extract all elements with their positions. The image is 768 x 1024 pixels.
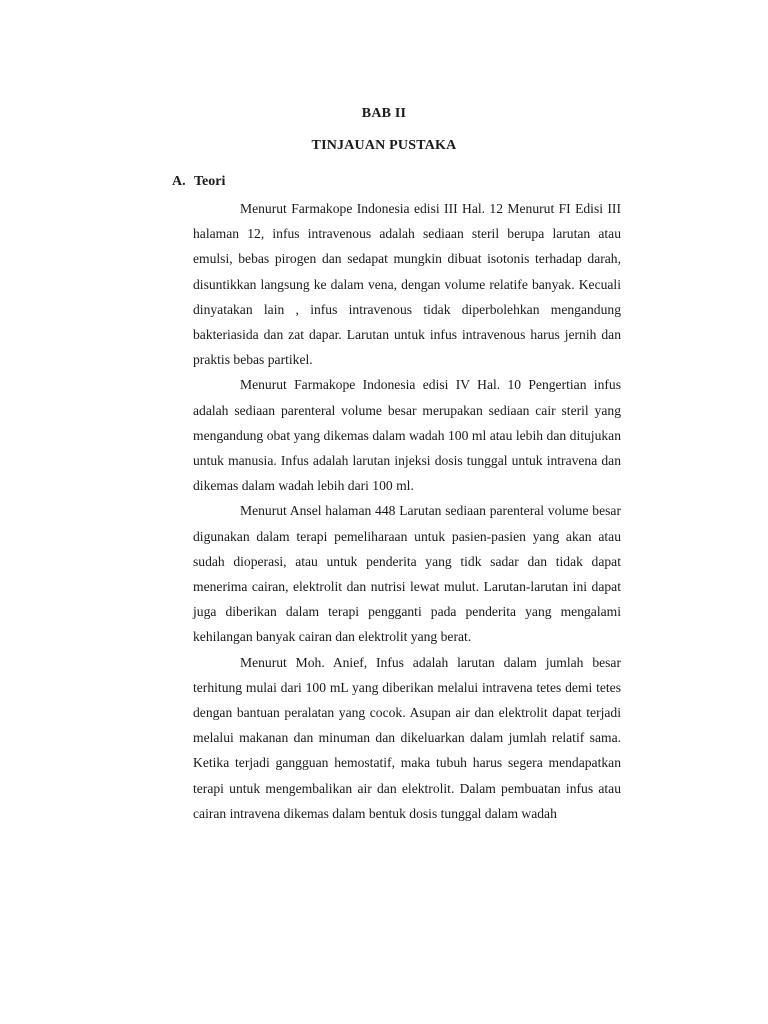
paragraph-1: Menurut Farmakope Indonesia edisi III Hal. 12 Menurut FI Edisi III halaman 12, infus intravenous adalah sediaan steril berupa larutan atau emulsi, bebas pirogen dan sedapat mungkin dibuat isotonis terhadap darah, disuntikkan langsung ke dalam vena, dengan volume relatife banyak. Kecuali dinyatakan lain , infus intravenous tidak diperbolehkan mengandung bakteriasida dan zat dapar. Larutan untuk infus intravenous harus jernih dan praktis bebas partikel. bbox=[193, 201, 621, 368]
chapter-number: BAB II bbox=[361, 106, 407, 121]
paragraph-2: Menurut Farmakope Indonesia edisi IV Hal. 10 Pengertian infus adalah sediaan parenteral volume besar merupakan sediaan cair steril yang mengandung obat yang dikemas dalam wadah 100 ml atau lebih dan ditujukan untuk manusia. Infus adalah larutan injeksi dosis tunggal untuk intravena dan dikemas dalam wadah lebih dari 100 ml. bbox=[193, 377, 621, 494]
paragraph-3: Menurut Ansel halaman 448 Larutan sediaan parenteral volume besar digunakan dalam terapi pemeliharaan untuk pasien-pasien yang akan atau sudah dioperasi, atau untuk penderita yang tidk sadar dan tidak dapat menerima cairan, elektrolit dan nutrisi lewat mulut. Larutan-larutan ini dapat juga diberikan dalam terapi pengganti pada penderita yang mengalami kehilangan banyak cairan dan elektrolit yang berat. bbox=[193, 503, 621, 645]
section-number: A. bbox=[172, 174, 186, 189]
chapter-title: TINJAUAN PUSTAKA bbox=[311, 138, 457, 153]
section-heading bbox=[172, 174, 225, 190]
paragraph-4: Menurut Moh. Anief, Infus adalah larutan dalam jumlah besar terhitung mulai dari 100 mL yang diberikan melalui intravena tetes demi tetes dengan bantuan peralatan yang cocok. Asupan air dan elektrolit dapat terjadi melalui makanan dan minuman dan dikeluarkan dalam jumlah relatif sama. Ketika terjadi gangguan hemostatif, maka tubuh harus segera mendapatkan terapi untuk mengembalikan air dan elektrolit. Dalam pembuatan infus atau cairan intravena dikemas dalam bentuk dosis tunggal dalam wadah bbox=[193, 654, 621, 821]
body-text bbox=[193, 196, 621, 826]
section-title: Teori bbox=[194, 174, 226, 189]
